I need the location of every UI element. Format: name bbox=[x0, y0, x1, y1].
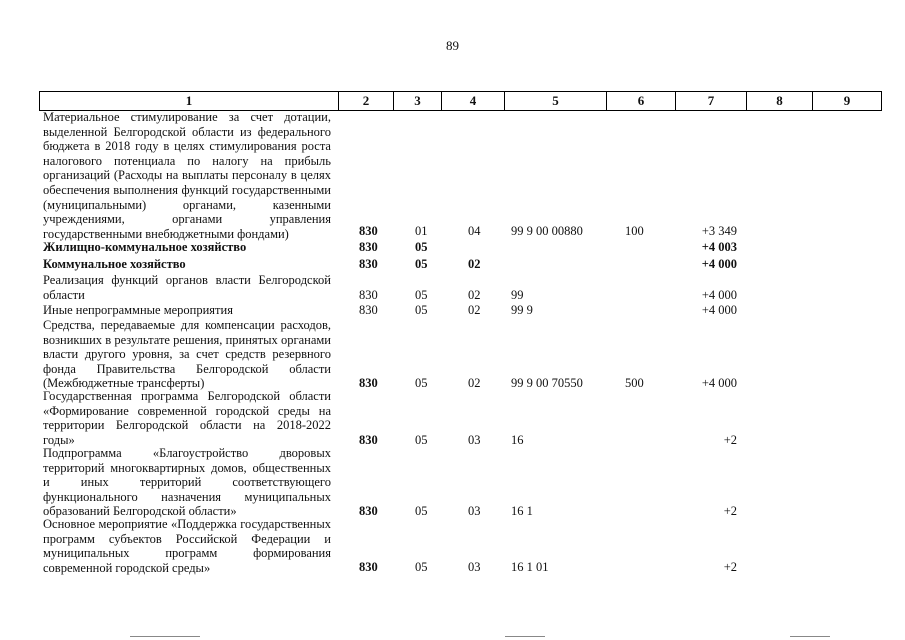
table-header bbox=[39, 91, 882, 111]
header-col-2: 2 bbox=[339, 92, 394, 110]
cell-target-article: 16 1 01 bbox=[511, 560, 549, 574]
cell-section: 05 bbox=[415, 257, 428, 271]
header-col-4: 4 bbox=[442, 92, 505, 110]
cell-amount: +2 bbox=[723, 504, 737, 518]
scan-artifact bbox=[790, 636, 830, 637]
row-description: Реализация функций органов власти Белгородской области bbox=[43, 273, 331, 302]
cell-section: 05 bbox=[415, 288, 428, 302]
cell-expense-type: 100 bbox=[625, 224, 644, 238]
cell-subsection: 02 bbox=[468, 376, 481, 390]
cell-admin-code: 830 bbox=[359, 433, 378, 447]
cell-subsection: 02 bbox=[468, 303, 481, 317]
header-col-3: 3 bbox=[394, 92, 442, 110]
cell-admin-code: 830 bbox=[359, 224, 378, 238]
cell-section: 05 bbox=[415, 560, 428, 574]
cell-admin-code: 830 bbox=[359, 257, 378, 271]
cell-section: 05 bbox=[415, 433, 428, 447]
scan-artifact bbox=[130, 636, 200, 637]
row-description: Жилищно-коммунальное хозяйство bbox=[43, 240, 247, 254]
cell-amount: +2 bbox=[723, 433, 737, 447]
scan-artifact bbox=[505, 636, 545, 637]
cell-admin-code: 830 bbox=[359, 376, 378, 390]
header-col-9: 9 bbox=[843, 93, 851, 108]
cell-expense-type: 500 bbox=[625, 376, 644, 390]
cell-amount: +4 000 bbox=[701, 376, 737, 390]
cell-amount: +4 003 bbox=[701, 240, 737, 254]
cell-target-article: 99 bbox=[511, 288, 524, 302]
row-description: Материальное стимулирование за счет дотации, выделенной Белгородской области из федерального бюджета в 2018 году в целях стимулирования роста налогового потенциала по налогу на прибыль организаций (Расходы на выплаты персоналу в целях обеспечения выполнения функций государственными (муниципальными) органами, казенными учреждениями, органами управления государственными внебюджетными фондами) bbox=[43, 110, 331, 241]
cell-section: 05 bbox=[415, 240, 428, 254]
cell-subsection: 04 bbox=[468, 224, 481, 238]
header-col-1: 1 bbox=[40, 92, 339, 110]
row-description: Коммунальное хозяйство bbox=[43, 257, 186, 271]
cell-admin-code: 830 bbox=[359, 240, 378, 254]
cell-admin-code: 830 bbox=[359, 303, 378, 317]
row-description: Государственная программа Белгородской области «Формирование современной городской среды на территории Белгородской области на 2018-2022 годы» bbox=[43, 389, 331, 447]
row-description: Подпрограмма «Благоустройство дворовых территорий многоквартирных домов, общественных и иных территорий соответствующего функционального назначения муниципальных образований Белгородской области» bbox=[43, 446, 331, 519]
cell-amount: +4 000 bbox=[701, 303, 737, 317]
cell-subsection: 03 bbox=[468, 433, 481, 447]
cell-target-article: 99 9 00 00880 bbox=[511, 224, 583, 238]
cell-section: 05 bbox=[415, 303, 428, 317]
cell-admin-code: 830 bbox=[359, 560, 378, 574]
cell-subsection: 03 bbox=[468, 560, 481, 574]
cell-section: 05 bbox=[415, 376, 428, 390]
cell-subsection: 03 bbox=[468, 504, 481, 518]
cell-subsection: 02 bbox=[468, 288, 481, 302]
header-col-5: 5 bbox=[505, 92, 607, 110]
cell-target-article: 99 9 bbox=[511, 303, 533, 317]
cell-section: 05 bbox=[415, 504, 428, 518]
header-col-6: 6 bbox=[607, 92, 676, 110]
cell-amount: +3 349 bbox=[701, 224, 737, 238]
header-col-8: 8 bbox=[747, 92, 813, 110]
cell-admin-code: 830 bbox=[359, 504, 378, 518]
cell-section: 01 bbox=[415, 224, 428, 238]
row-description: Иные непрограммные мероприятия bbox=[43, 303, 233, 317]
cell-target-article: 99 9 00 70550 bbox=[511, 376, 583, 390]
row-description: Средства, передаваемые для компенсации расходов, возникших в результате решения, принятых органами власти другого уровня, за счет средств резервного фонда Правительства Белгородской области (Межбюджетные трансферты) bbox=[43, 318, 331, 391]
cell-target-article: 16 bbox=[511, 433, 524, 447]
header-col-7: 7 bbox=[676, 92, 747, 110]
cell-target-article: 16 1 bbox=[511, 504, 533, 518]
row-description: Основное мероприятие «Поддержка государственных программ субъектов Российской Федерации и муниципальных программ формирования современной городской среды» bbox=[43, 517, 331, 575]
page-number: 89 bbox=[446, 38, 459, 53]
cell-admin-code: 830 bbox=[359, 288, 378, 302]
cell-subsection: 02 bbox=[468, 257, 481, 271]
cell-amount: +4 000 bbox=[701, 288, 737, 302]
cell-amount: +2 bbox=[723, 560, 737, 574]
cell-amount: +4 000 bbox=[701, 257, 737, 271]
